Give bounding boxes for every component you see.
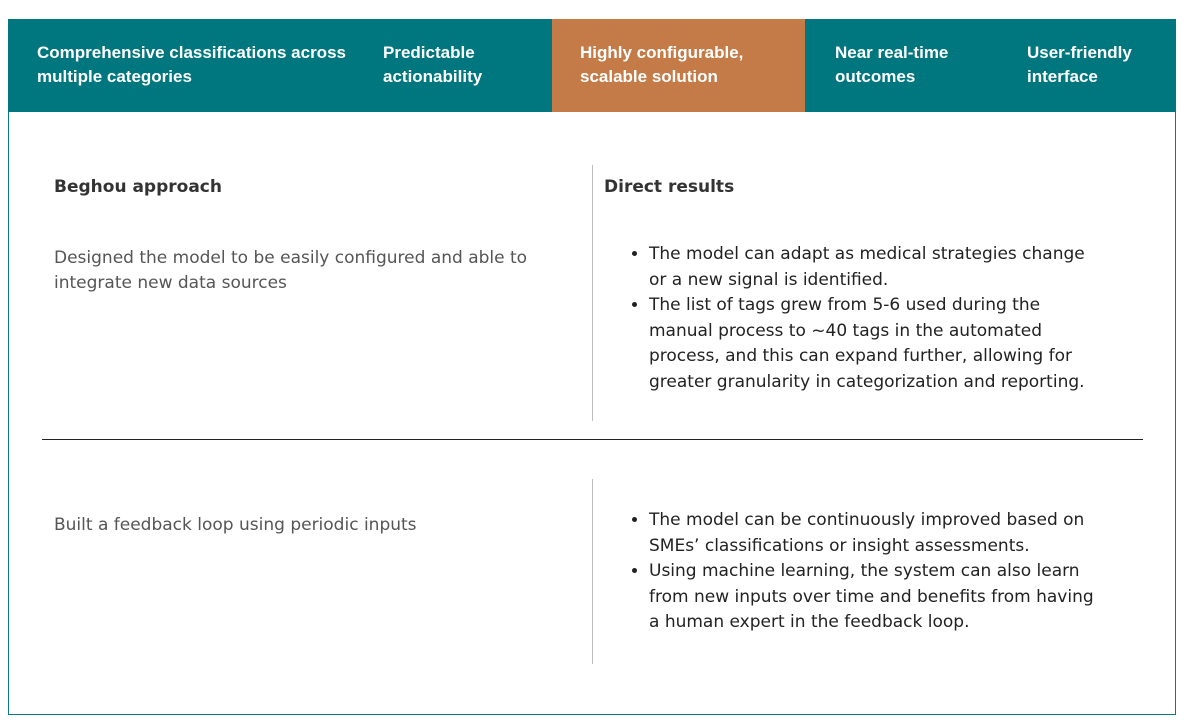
results-list bbox=[604, 242, 1104, 395]
tab-comprehensive-classifications[interactable] bbox=[37, 19, 367, 112]
tab-label-line1: Highly configurable, bbox=[580, 43, 744, 62]
row-divider bbox=[42, 439, 1143, 440]
column-divider bbox=[592, 165, 593, 421]
results-list bbox=[604, 508, 1104, 636]
column-divider bbox=[592, 479, 593, 664]
list-item: • The model can be continuously improved based on SMEs’ classifications or insight assessments. bbox=[649, 508, 1104, 559]
tab-bar bbox=[8, 19, 1176, 112]
list-item: • Using machine learning, the system can also learn from new inputs over time and benefits from having a human expert in the feedback loop. bbox=[649, 559, 1104, 636]
tab-label-line1: Comprehensive classifications across bbox=[37, 43, 346, 62]
tab-label-line2: scalable solution bbox=[580, 67, 718, 86]
approach-text: Designed the model to be easily configured and able to integrate new data sources bbox=[54, 248, 528, 293]
tab-highly-configurable[interactable] bbox=[552, 19, 805, 112]
tab-near-real-time[interactable] bbox=[835, 19, 1005, 112]
list-item: • The model can adapt as medical strategies change or a new signal is identified. bbox=[649, 242, 1104, 293]
tab-label-line2: actionability bbox=[383, 67, 483, 86]
tab-label-line1: Predictable bbox=[383, 43, 475, 62]
approach-text: Built a feedback loop using periodic inputs bbox=[54, 515, 417, 535]
results-column-header: Direct results bbox=[604, 177, 735, 197]
tab-user-friendly-interface[interactable] bbox=[1027, 19, 1167, 112]
tab-predictable-actionability[interactable] bbox=[383, 19, 543, 112]
tab-label-line2: outcomes bbox=[835, 67, 916, 86]
list-item: • The list of tags grew from 5-6 used during the manual process to ~40 tags in the automated process, and this can expand further, allowing for greater granularity in categorization and reporting. bbox=[649, 293, 1104, 395]
tab-label-line2: interface bbox=[1027, 67, 1098, 86]
tab-label-line1: Near real-time bbox=[835, 43, 949, 62]
approach-column-header: Beghou approach bbox=[54, 177, 222, 197]
tab-label-line1: User-friendly bbox=[1027, 43, 1132, 62]
tab-label-line2: multiple categories bbox=[37, 67, 192, 86]
